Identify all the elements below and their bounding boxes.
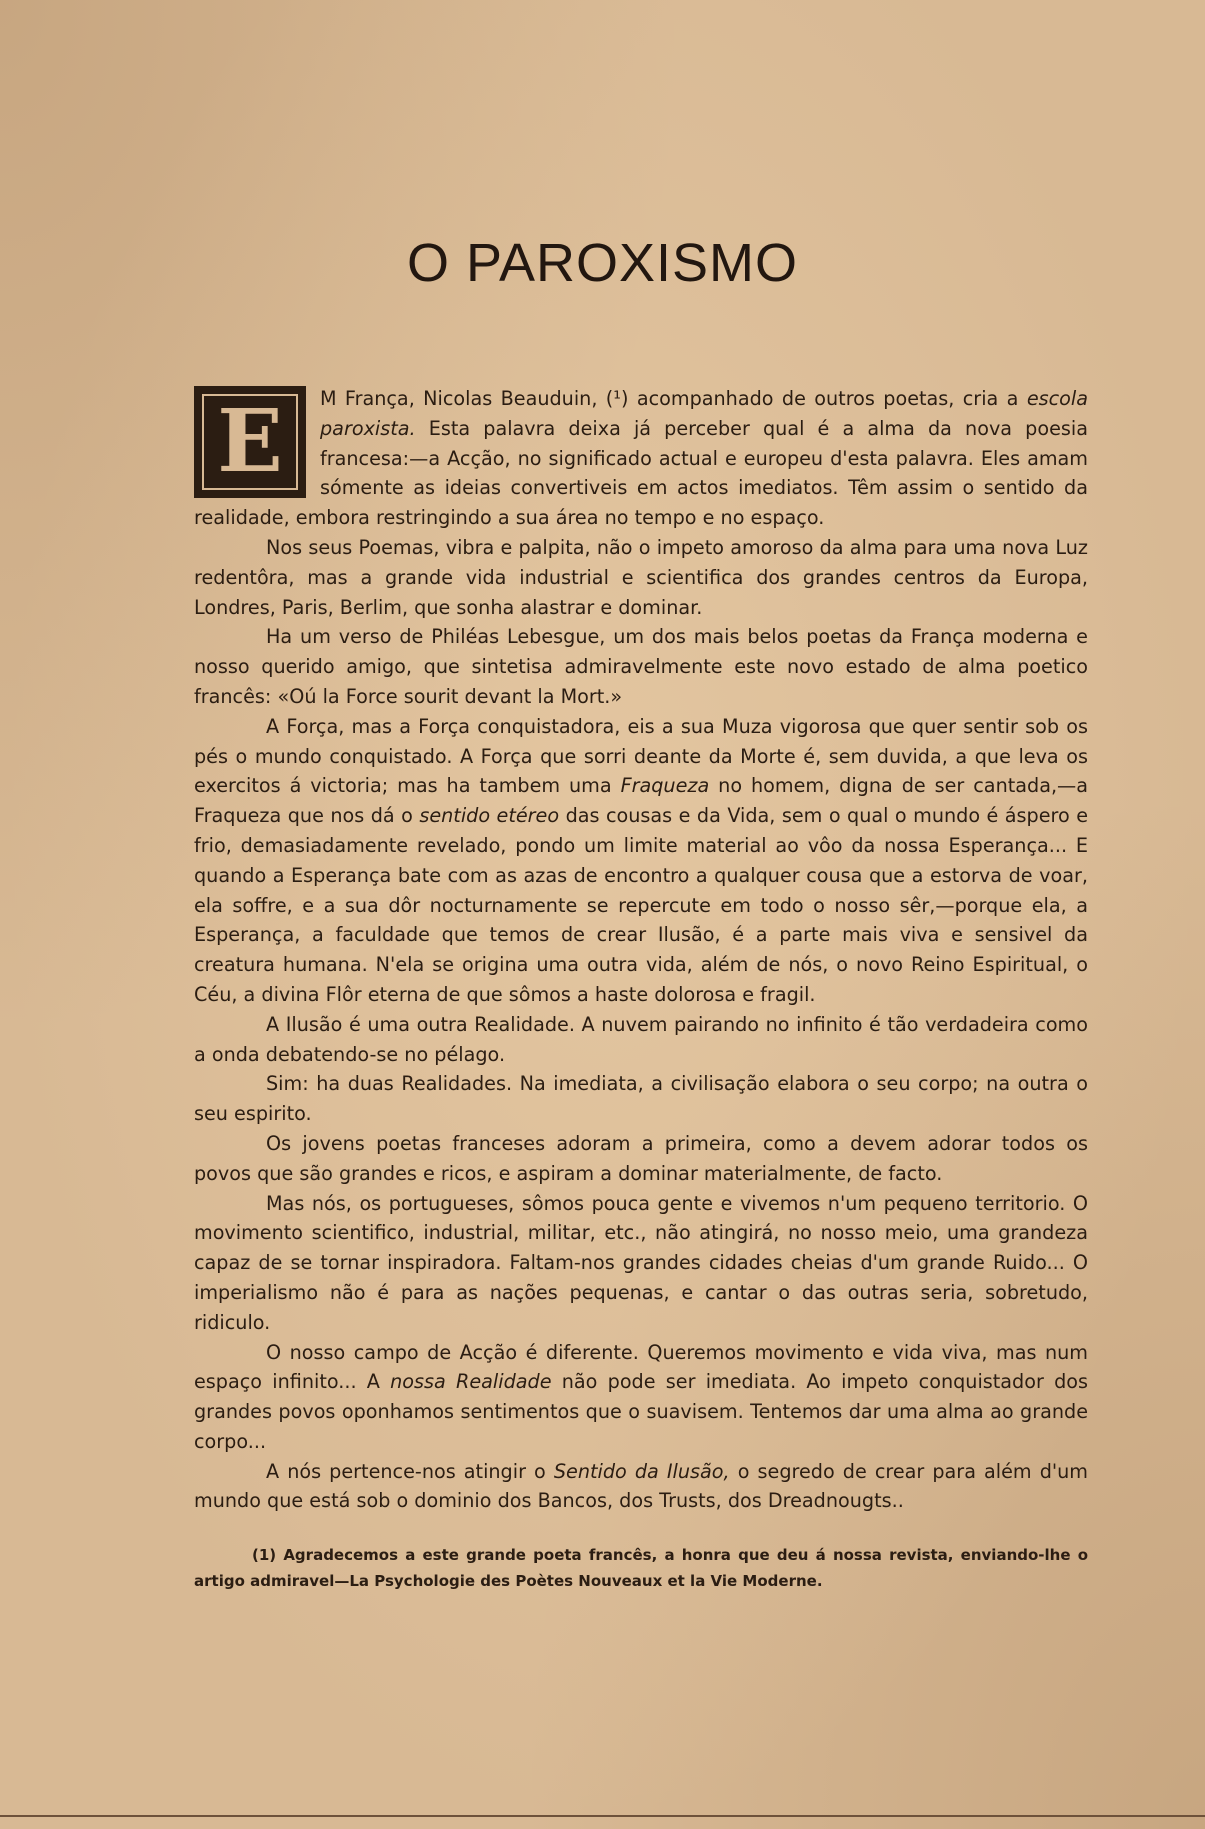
paragraph-6: Sim: ha duas Realidades. Na imediata, a civilisação elabora o seu corpo; na outra o seu espirito. [194, 1072, 1088, 1126]
paragraph-7: Os jovens poetas franceses adoram a primeira, como a devem adorar todos os povos que são grandes e ricos, e aspiram a dominar materialmente, de facto. [194, 1131, 1088, 1185]
paragraph-9-emphasis: nossa Realidade [390, 1370, 552, 1394]
footnote [194, 1542, 1088, 1594]
footnote-text: (1) Agradecemos a este grande poeta francês, a honra que deu á nossa revista, enviando-lhe o artigo admiravel—La Psychologie des Poètes Nouveaux et la Vie Moderne. [194, 1546, 1088, 1590]
paragraph-4-part-a: A Força, mas a Força conquistadora, eis a sua Muza vigorosa que quer sentir sob os pés o mundo conquistado. A Força que sorri deante da Morte é, sem duvida, a que leva os exercitos á victoria; mas ha tambem uma [194, 714, 1088, 798]
paragraph-9 [194, 1338, 1088, 1457]
paragraph-9-part-b: não pode ser imediata. Ao impeto conquistador dos grandes povos oponhamos sentimentos que o suavisem. Tentemos dar uma alma ao grande corpo... [194, 1370, 1089, 1453]
paragraph-4-emphasis-2: sentido etéreo [419, 804, 560, 828]
paragraph-8: Mas nós, os portugueses, sômos pouca gente e vivemos n'um pequeno territorio. O movimento scientifico, industrial, militar, etc., não atingirá, no nosso meio, uma grandeza capaz de se tornar inspiradora. Faltam-nos grandes cidades cheias d'um grande Ruido... O imperialismo não é para as nações pequenas, e cantar o das outras seria, sobretudo, ridiculo. [194, 1191, 1088, 1334]
page-bottom-edge [0, 1815, 1205, 1817]
paragraph-1-emphasis: escola paroxista. [320, 387, 1088, 440]
paragraph-1 [194, 384, 1088, 533]
article-body [194, 384, 1088, 1516]
paragraph-4-emphasis-1: Fraqueza [620, 774, 710, 798]
paragraph-4-part-c: das cousas e da Vida, sem o qual o mundo é áspero e frio, demasiadamente revelado, pondo um limite material ao vôo da nossa Esperança... E quando a Esperança bate com as azas de encontro a qualquer cousa que a estorva de voar, ela soffre, e a sua dôr nocturnamente se repercute em todo o nosso sêr,—porque ela, a Esperança, a faculdade que temos de crear Ilusão, é a parte mais viva e sensivel da creatura humana. N'ela se origina uma outra vida, além de nós, o novo Reino Espiritual, o Céu, a divina Flôr eterna de que sômos a haste dolorosa e fragil. [194, 804, 1089, 1006]
paragraph-1-lead: M França, Nicolas Beauduin, (¹) acompanhado de outros poetas, cria a [320, 387, 1027, 410]
paragraph-4-part-b: no homem, digna de ser cantada,—a Fraqueza que nos dá o [194, 774, 1088, 828]
paragraph-3: Ha um verso de Philéas Lebesgue, um dos mais belos poetas da França moderna e nosso querido amigo, que sintetisa admiravelmente este novo estado de alma poetico francês: «Oú la Force sourit devant la Mort.» [194, 625, 1088, 708]
paragraph-10-part-a: A nós pertence-nos atingir o [266, 1459, 554, 1483]
ornamental-dropcap [194, 386, 306, 498]
paragraph-5: A Ilusão é uma outra Realidade. A nuvem pairando no infinito é tão verdadeira como a onda debatendo-se no pélago. [194, 1012, 1088, 1066]
paragraph-10 [194, 1457, 1088, 1517]
dropcap-letter: E [202, 394, 298, 490]
paragraph-10-emphasis: Sentido da Ilusão, [553, 1459, 730, 1483]
paragraph-10-part-b: o segredo de crear para além d'um mundo que está sob o dominio dos Bancos, dos Trusts, dos Dreadnougts.. [194, 1459, 1088, 1513]
paragraph-1-rest: Esta palavra deixa já perceber qual é a alma da nova poesia francesa:—a Acção, no significado actual e europeu d'esta palavra. Eles amam sómente as ideias convertiveis em actos imediatos. Têm assim o sentido da realidade, embora restringindo a sua área no tempo e no espaço. [194, 416, 1088, 530]
page-title: O PAROXISMO [406, 233, 799, 293]
paragraph-4 [194, 712, 1088, 1010]
paragraph-2: Nos seus Poemas, vibra e palpita, não o impeto amoroso da alma para uma nova Luz redentôra, mas a grande vida industrial e scientifica dos grandes centros da Europa, Londres, Paris, Berlim, que sonha alastrar e dominar. [194, 535, 1088, 619]
paragraph-9-part-a: O nosso campo de Acção é diferente. Queremos movimento e vida viva, mas num espaço infinito... A [194, 1340, 1088, 1394]
